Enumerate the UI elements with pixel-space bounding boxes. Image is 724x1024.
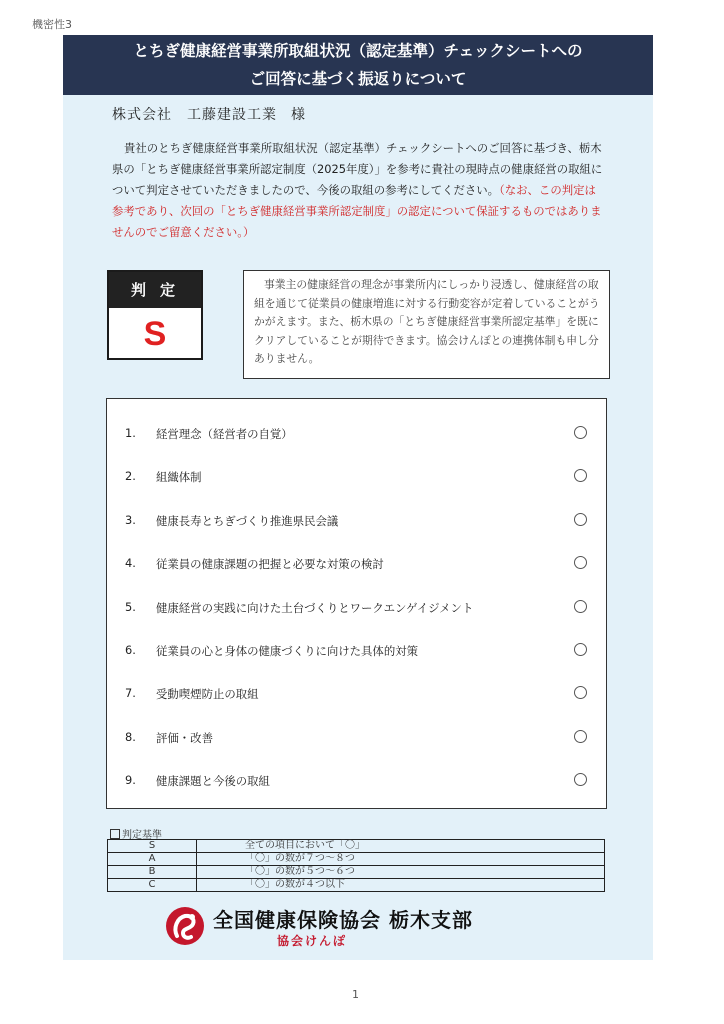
document-title [63,35,653,95]
circle-mark-icon [574,513,587,526]
circle-mark-icon [574,426,587,439]
square-bullet-icon [110,829,120,839]
kyokai-kenpo-logo-icon [165,906,205,946]
circle-mark-icon [574,600,587,613]
checklist-item [125,598,587,618]
recipient-company [112,104,306,124]
criteria-grade: B [108,866,197,879]
title-line-1: とちぎ健康経営事業所取組状況（認定基準）チェックシートへの [133,42,583,60]
item-number: 4. [125,556,136,570]
page-number: 1 [352,988,359,1001]
organization-nickname: 協会けんぽ [277,934,348,948]
circle-mark-icon [574,730,587,743]
item-number: 7. [125,686,136,700]
checklist-item [125,728,587,748]
company-honorific: 様 [291,107,306,123]
criteria-description: 「〇」の数が４つ以下 [197,879,605,892]
company-name: 株式会社 工藤建設工業 [112,107,277,123]
circle-mark-icon [574,469,587,482]
criteria-title: 判定基準 [122,830,162,841]
judgement-heading: 判定 [109,272,201,308]
item-number: 9. [125,773,136,787]
checklist-item [125,771,587,791]
criteria-row [108,879,605,892]
checklist-item [125,424,587,444]
criteria-description: 「〇」の数が７つ～８つ [197,853,605,866]
criteria-description: 「〇」の数が５つ～６つ [197,866,605,879]
organization-name: 全国健康保険協会 栃木支部 [213,908,473,932]
circle-mark-icon [574,556,587,569]
intro-paragraph [112,138,606,243]
criteria-table [107,839,605,892]
circle-mark-icon [574,773,587,786]
criteria-row [108,853,605,866]
item-label: 従業員の心と身体の健康づくりに向けた具体的対策 [156,644,418,658]
criteria-row [108,866,605,879]
criteria-grade: A [108,853,197,866]
criteria-description: 全ての項目において「〇」 [197,840,605,853]
item-label: 健康長寿とちぎづくり推進県民会議 [156,514,339,528]
item-number: 3. [125,513,136,527]
item-label: 組織体制 [156,470,202,484]
item-number: 1. [125,426,136,440]
item-number: 8. [125,730,136,744]
item-label: 従業員の健康課題の把握と必要な対策の検討 [156,557,384,571]
checklist-item [125,684,587,704]
item-number: 6. [125,643,136,657]
title-line-2: ご回答に基づく振返りについて [249,70,467,88]
checklist-box [106,398,607,809]
circle-mark-icon [574,686,587,699]
judgement-box [107,270,203,360]
item-number: 5. [125,600,136,614]
item-label: 受動喫煙防止の取組 [156,687,259,701]
item-label: 評価・改善 [156,731,213,745]
checklist-item [125,467,587,487]
circle-mark-icon [574,643,587,656]
intro-disclaimer: （なお、この判定は参考であり、次回の「とちぎ健康経営事業所認定制度」の認定について保証するものではありませんのでご留意ください。） [112,183,602,239]
intro-text: 貴社のとちぎ健康経営事業所取組状況（認定基準）チェックシートへのご回答に基づき、栃木県の「とちぎ健康経営事業所認定制度（2025年度）」を参考に貴社の現時点の健康経営の取組について判定させていただきましたので、今後の取組の参考にしてください。 [112,141,603,197]
item-number: 2. [125,469,136,483]
checklist-item [125,641,587,661]
criteria-grade: S [108,840,197,853]
item-label: 経営理念（経営者の自覚） [156,427,293,441]
organization-logo [165,904,535,950]
judgement-grade: S [143,315,167,353]
checklist-item [125,554,587,574]
judgement-comment: 事業主の健康経営の理念が事業所内にしっかり浸透し、健康経営の取組を通じて従業員の健康増進に対する行動変容が定着していることがうかがえます。また、栃木県の「とちぎ健康経営事業所認定基準」を既にクリアしていることが期待できます。協会けんぽとの連携体制も申し分ありません。 [243,270,610,379]
item-label: 健康課題と今後の取組 [156,774,270,788]
criteria-grade: C [108,879,197,892]
checklist-item [125,511,587,531]
criteria-row [108,840,605,853]
item-label: 健康経営の実践に向けた土台づくりとワークエンゲイジメント [156,601,474,615]
confidentiality-label: 機密性3 [32,18,72,31]
